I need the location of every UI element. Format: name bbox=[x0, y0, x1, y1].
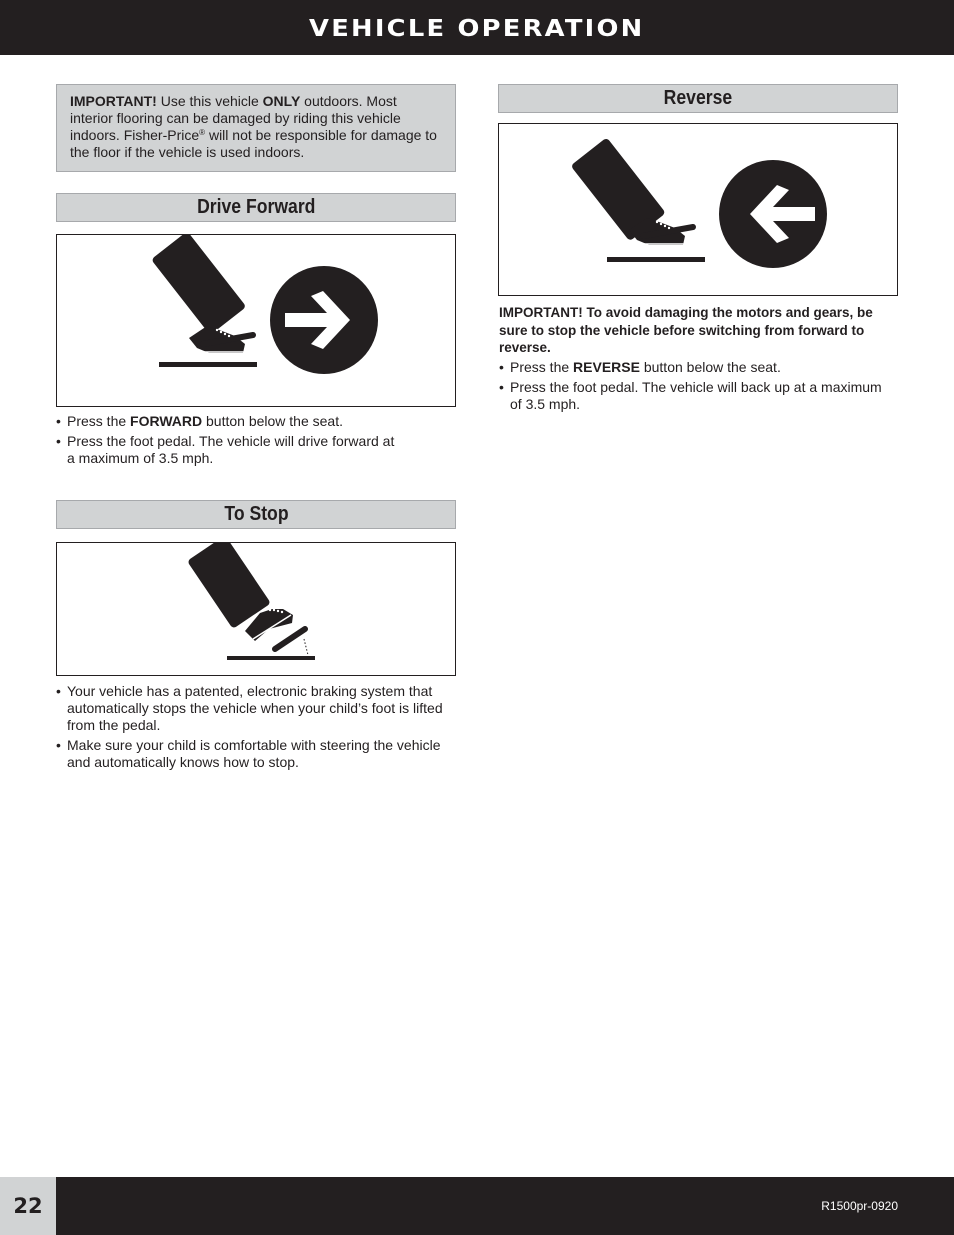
note-text-b: outdoors. Most interior flooring can be damaged by riding this vehicle indoors. Fisher-Price bbox=[70, 93, 401, 143]
list-item bbox=[56, 683, 446, 734]
list-item bbox=[56, 433, 406, 467]
drive-forward-figure bbox=[56, 234, 456, 407]
bullet-text: Press the bbox=[67, 413, 131, 429]
page-title: VEHICLE OPERATION bbox=[309, 15, 645, 42]
reverse-heading bbox=[498, 84, 898, 113]
bullet-text: button below the seat. bbox=[639, 359, 781, 375]
reverse-button-name: REVERSE bbox=[573, 359, 640, 375]
note-text-a: Use this vehicle bbox=[156, 93, 263, 109]
to-stop-title: To Stop bbox=[223, 503, 289, 525]
pedal-press-icon bbox=[571, 137, 705, 262]
important-note bbox=[56, 84, 456, 172]
document-code: R1500pr-0920 bbox=[821, 1199, 898, 1213]
note-important-label: IMPORTANT! bbox=[70, 93, 157, 109]
list-item bbox=[56, 737, 446, 771]
forward-arrow-icon bbox=[270, 266, 378, 374]
list-item bbox=[499, 379, 889, 413]
bullet-text: Press the foot pedal. The vehicle will back up at a maximum of 3.5 mph. bbox=[510, 379, 882, 412]
note-only: ONLY bbox=[262, 93, 301, 109]
drive-forward-heading bbox=[56, 193, 456, 222]
drive-forward-title: Drive Forward bbox=[196, 196, 316, 218]
reverse-important-note: IMPORTANT! To avoid damaging the motors and gears, be sure to stop the vehicle before switching from forward to reverse. bbox=[499, 305, 873, 355]
drive-forward-bullets bbox=[56, 413, 406, 470]
bullet-text: button below the seat. bbox=[202, 413, 343, 429]
page-footer bbox=[0, 1177, 954, 1235]
to-stop-figure bbox=[56, 542, 456, 676]
bullet-text: Make sure your child is comfortable with steering the vehicle and automatically knows how to stop. bbox=[67, 737, 441, 770]
pedal-press-icon bbox=[151, 235, 257, 367]
reverse-figure bbox=[498, 123, 898, 296]
bullet-text: Press the bbox=[510, 359, 574, 375]
bullet-text: Your vehicle has a patented, electronic braking system that automatically stops the vehicle when your child’s foot is lifted from the pedal. bbox=[67, 683, 443, 733]
reverse-arrow-icon bbox=[719, 160, 827, 268]
pedal-release-icon bbox=[187, 543, 315, 660]
bullet-text: Press the foot pedal. The vehicle will drive forward at a maximum of 3.5 mph. bbox=[67, 433, 395, 466]
list-item bbox=[56, 413, 406, 430]
to-stop-bullets bbox=[56, 683, 446, 774]
page-header bbox=[0, 0, 954, 55]
reverse-title: Reverse bbox=[663, 87, 733, 109]
note-reg-mark: ® bbox=[199, 128, 206, 137]
to-stop-heading bbox=[56, 500, 456, 529]
note-text-c: will not be responsible for damage to the floor if the vehicle is used indoors. bbox=[70, 127, 437, 160]
reverse-bullets bbox=[499, 359, 889, 416]
page-number: 22 bbox=[0, 1177, 56, 1235]
forward-button-name: FORWARD bbox=[130, 413, 203, 429]
list-item bbox=[499, 359, 889, 376]
